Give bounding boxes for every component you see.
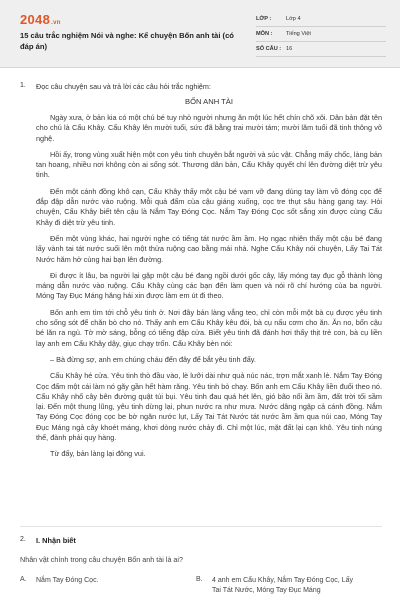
story-paragraph: Từ đấy, bản làng lại đông vui.	[50, 449, 146, 459]
question-content	[36, 536, 382, 545]
story-paragraph: Đến một cánh đồng khô cạn, Cẩu Khây thấy một cậu bé vạm vỡ đang dùng tay làm vồ đóng cọc để đắp đập dẫn nước vào ruộng. Mỗi quả đấm của cậu giáng xuống, cọc tre thụt sâu hàng gang tay. Hỏi chuyện, Cẩu Khây biết tên cậu là Nắm Tay Đóng Cọc. Nắm Tay Đóng Cọc sốt sắng xin được cùng Cẩu Khây đi diệt trừ yêu tinh.	[36, 186, 382, 227]
section-heading: I. Nhận biết	[36, 536, 76, 545]
logo-text: 2048	[20, 12, 51, 27]
question-number: 2.	[20, 536, 26, 543]
story-paragraph: Ngày xưa, ở bản kia có một chú bé tuy nhỏ người nhưng ăn một lúc hết chín chõ xôi. Dân bản đặt tên cho chú là Cẩu Khây. Cẩu Khây lên mười tuổi, sức đã bằng trai mười tám; mười lăm tuổi đã tinh thông võ nghệ.	[36, 113, 382, 143]
meta-row-grade	[256, 12, 386, 27]
answer-option-a[interactable]	[20, 576, 186, 586]
option-text: Nắm Tay Đóng Cọc.	[36, 577, 99, 584]
answer-option-b[interactable]	[196, 576, 362, 596]
question-number: 1.	[20, 82, 26, 89]
story-paragraph: Bốn anh em tìm tới chỗ yêu tinh ở. Nơi đây bản làng vắng teo, chỉ còn mỗi một bà cụ được yêu tinh cho sống sót để chăn bò cho nó. Thấy anh em Cẩu Khây kêu đói, bà cụ nấu cơm cho ăn. Ăn no, bốn cậu bé lăn ra ngủ. Tờ mờ sáng, bỗng có tiếng đập cửa. Biết yêu tinh đã đánh hơi thấy thịt trẻ con, bà cụ liền lay anh em Cẩu Khây dậy, giục chạy trốn. Cẩu Khây bèn nói:	[36, 307, 382, 348]
option-text: 4 anh em Cẩu Khây, Nắm Tay Đóng Cọc, Lấy Tai Tát Nước, Móng Tay Đục Máng	[212, 577, 353, 594]
option-letter: B.	[196, 576, 203, 583]
story-title: BỐN ANH TÀI	[185, 97, 233, 106]
story-paragraph: Đến một vùng khác, hai người nghe có tiếng tát nước ầm ầm. Họ ngạc nhiên thấy một cậu bé đang lấy vành tai tát nước suối lên một thửa ruộng cao bằng mái nhà. Nghe Cẩu Khây nói chuyện, Lấy Tai Tát Nước hăm hở cùng hai bạn lên đường.	[36, 233, 382, 264]
site-logo[interactable]	[20, 12, 61, 27]
page-header	[0, 0, 400, 68]
question-1	[20, 82, 382, 466]
option-letter: A.	[20, 576, 27, 583]
meta-value: 16	[286, 46, 293, 52]
meta-label: MÔN :	[256, 31, 273, 37]
quiz-title: 15 câu trắc nghiệm Nói và nghe: Kể chuyện Bốn anh tài (có đáp án)	[20, 31, 234, 51]
story-paragraph: – Bà đừng sợ, anh em chúng cháu đến đây để bắt yêu tinh đấy.	[50, 354, 256, 364]
question-prompt: Đọc câu chuyện sau và trả lời các câu hỏi trắc nghiệm:	[36, 82, 211, 91]
story-paragraph: Hồi ấy, trong vùng xuất hiện một con yêu tinh chuyên bắt người và súc vật. Chẳng mấy chốc, làng bản tan hoang, nhiều nơi không còn ai sống sót. Thương dân bản, Cẩu Khây quyết chí lên đường diệt trừ yêu tinh.	[36, 149, 382, 180]
story-paragraph: Cẩu Khây hé cửa. Yêu tinh thò đầu vào, lè lưỡi dài như quả núc nác, trợn mắt xanh lè. Nắm Tay Đóng Cọc đấm một cái làm nó gãy gần hết hàm răng. Yêu tinh bỏ chạy. Bốn anh em Cẩu Khây liền đuổi theo nó. Cẩu Khây nhổ cây bên đường quật túi bụi. Yêu tinh đau quá hét lên, gió bão nổi ầm ầm, đất trời tối sầm lại. Đến một thung lũng, yêu tinh dừng lại, phun nước ra như mưa. Nước dâng ngập cả cánh đồng. Nắm Tay Đóng Cọc đóng cọc be bờ ngăn nước lụt, Lấy Tai Tát Nước tát nước ầm ầm qua núi cao, Móng Tay Đục Máng ngả cây khoét máng, khơi dòng nước chảy đi. Chỉ một lúc, mặt đất lại cạn khô. Yêu tinh núng thế, đành phải quy hàng.	[36, 371, 382, 443]
question-divider	[20, 526, 382, 527]
story-paragraph: Đi được ít lâu, ba người lại gặp một cậu bé đang ngồi dưới gốc cây, lấy móng tay đục gỗ thành lòng máng dẫn nước vào ruộng. Cẩu Khây cùng các bạn đến làm quen và nói rõ chí hướng của ba người. Móng Tay Đục Máng hăng hái xin được làm em út đi theo.	[36, 270, 382, 301]
question-2	[20, 536, 382, 600]
meta-row-count	[256, 42, 386, 57]
meta-row-subject	[256, 27, 386, 42]
question-content	[36, 82, 382, 460]
logo-suffix: .vn	[51, 20, 61, 26]
meta-label: SỐ CÂU :	[256, 46, 282, 52]
quiz-meta	[256, 12, 386, 57]
meta-value: Tiếng Việt	[286, 31, 311, 37]
meta-value: Lớp 4	[286, 16, 301, 22]
answer-options	[20, 576, 382, 600]
question-text: Nhân vật chính trong câu chuyện Bốn anh tài là ai?	[20, 555, 184, 564]
meta-label: LỚP :	[256, 16, 272, 22]
